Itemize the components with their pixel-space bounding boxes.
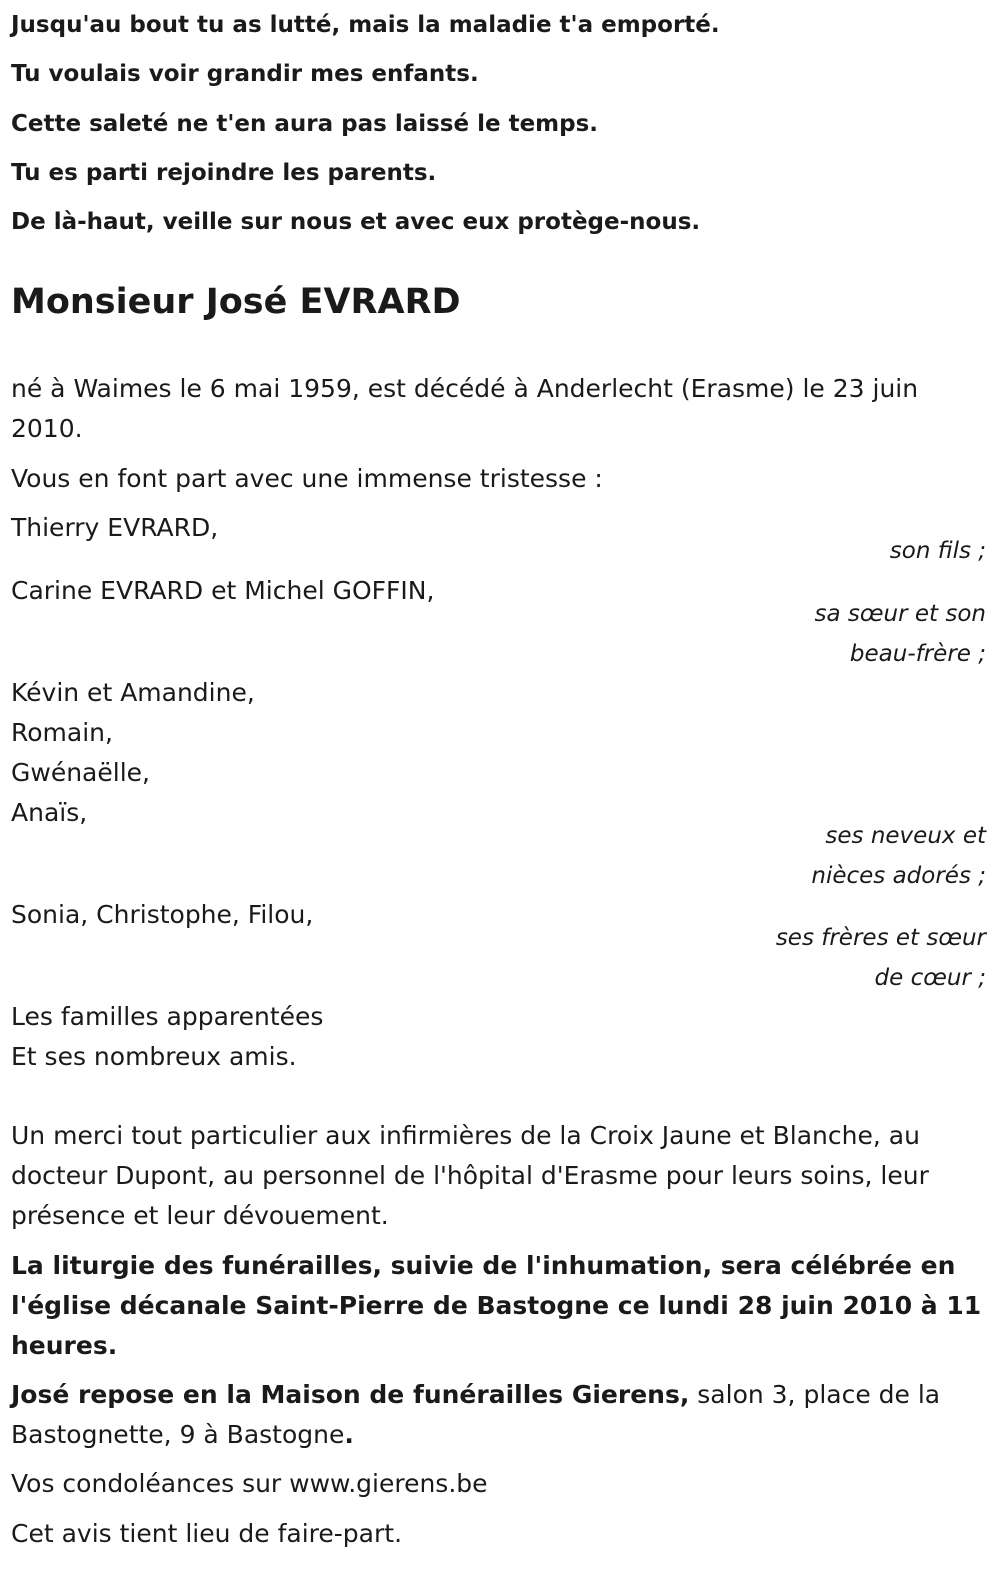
- repose-period: .: [344, 1420, 354, 1449]
- birth-death-line-2: 2010.: [11, 414, 83, 443]
- family-relatives: Les familles apparentées: [11, 1002, 324, 1031]
- repose-line-1: [11, 1375, 940, 1415]
- repose-line-2: [11, 1415, 354, 1455]
- condolences: Vos condoléances sur www.gierens.be: [11, 1469, 488, 1498]
- family-heart-siblings-role-1: ses frères et sœur: [775, 925, 986, 951]
- poem-line-5: De là-haut, veille sur nous et avec eux protège-nous.: [11, 209, 701, 235]
- deceased-name: Monsieur José EVRARD: [11, 282, 461, 322]
- funeral-line-2: l'église décanale Saint-Pierre de Bastogne ce lundi 28 juin 2010 à 11: [11, 1291, 982, 1320]
- family-nephews-role-2: nièces adorés ;: [811, 863, 986, 889]
- family-sister-role-2: beau-frère ;: [849, 641, 986, 667]
- poem-line-1: Jusqu'au bout tu as lutté, mais la maladie t'a emporté.: [11, 12, 720, 38]
- family-nephews-role-1: ses neveux et: [825, 823, 986, 849]
- thanks-line-2: docteur Dupont, au personnel de l'hôpital d'Erasme pour leurs soins, leur: [11, 1161, 929, 1190]
- closing-note: Cet avis tient lieu de faire-part.: [11, 1519, 403, 1548]
- thanks-line-3: présence et leur dévouement.: [11, 1201, 389, 1230]
- family-sister-role-1: sa sœur et son: [814, 601, 986, 627]
- family-son-role: son fils ;: [889, 538, 986, 564]
- family-sister-names: Carine EVRARD et Michel GOFFIN,: [11, 576, 435, 605]
- family-nephew-4: Anaïs,: [11, 798, 88, 827]
- repose-rest: salon 3, place de la: [689, 1380, 941, 1409]
- poem-line-3: Cette saleté ne t'en aura pas laissé le temps.: [11, 111, 599, 137]
- birth-death-line-1: né à Waimes le 6 mai 1959, est décédé à Anderlecht (Erasme) le 23 juin: [11, 374, 919, 403]
- family-nephew-2: Romain,: [11, 718, 113, 747]
- poem-line-4: Tu es parti rejoindre les parents.: [11, 160, 437, 186]
- repose-address: Bastognette, 9 à Bastogne: [11, 1420, 345, 1449]
- repose-bold-part: José repose en la Maison de funérailles Gierens,: [11, 1380, 690, 1409]
- thanks-line-1: Un merci tout particulier aux infirmières de la Croix Jaune et Blanche, au: [11, 1121, 920, 1150]
- family-friends: Et ses nombreux amis.: [11, 1042, 297, 1071]
- family-son-names: Thierry EVRARD,: [11, 513, 219, 542]
- announcement: Vous en font part avec une immense tristesse :: [11, 464, 603, 493]
- funeral-line-1: La liturgie des funérailles, suivie de l'inhumation, sera célébrée en: [11, 1251, 956, 1280]
- family-nephew-3: Gwénaëlle,: [11, 758, 150, 787]
- family-heart-siblings-role-2: de cœur ;: [874, 965, 986, 991]
- family-nephew-1: Kévin et Amandine,: [11, 678, 255, 707]
- poem-line-2: Tu voulais voir grandir mes enfants.: [11, 61, 479, 87]
- funeral-line-3: heures.: [11, 1331, 118, 1360]
- family-heart-siblings-names: Sonia, Christophe, Filou,: [11, 900, 314, 929]
